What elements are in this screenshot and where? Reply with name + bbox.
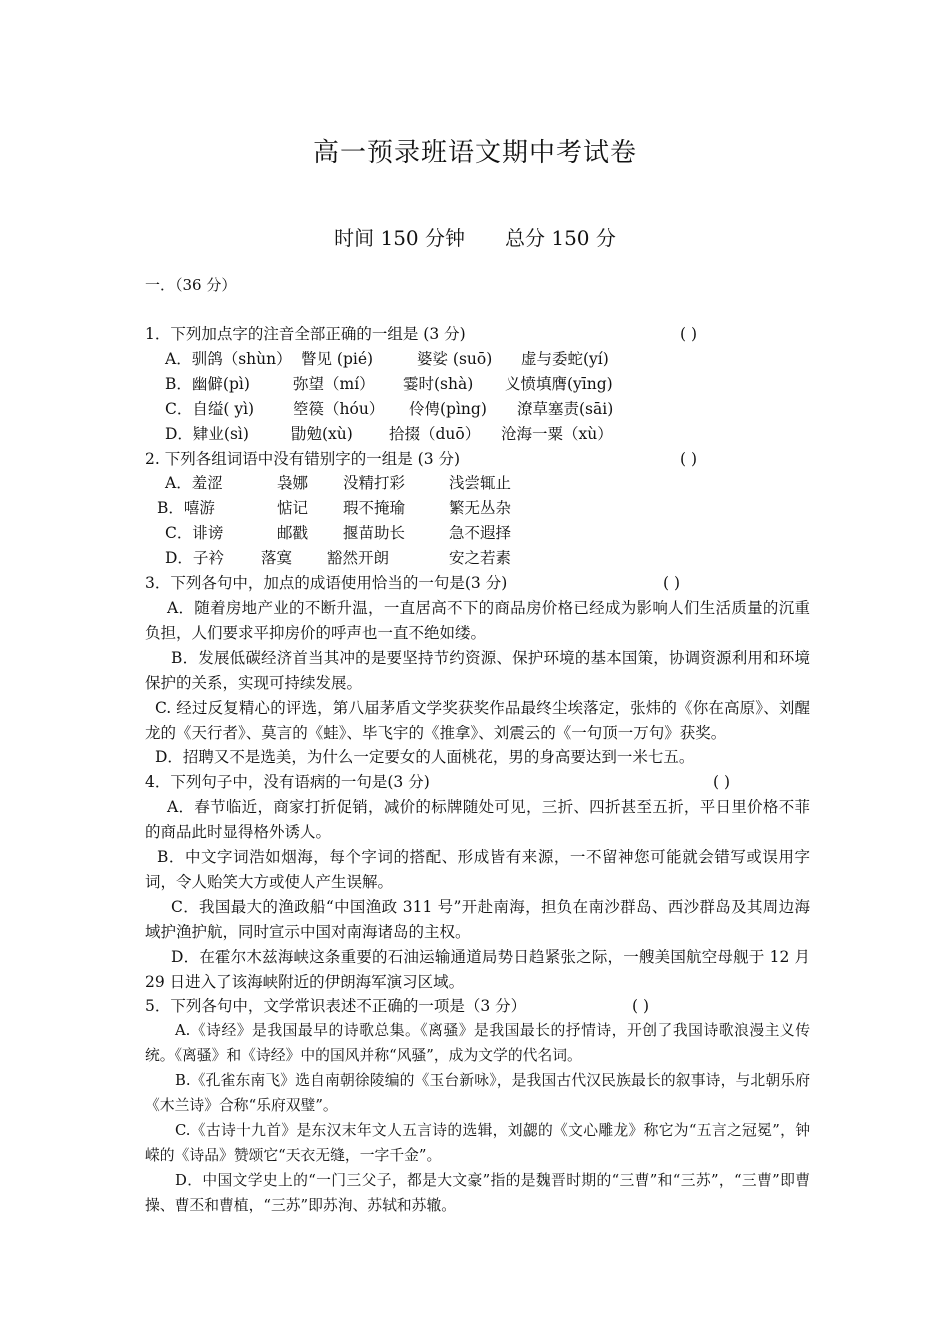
option-item: C．诽谤: [165, 524, 224, 543]
answer-parentheses: ( ): [663, 574, 681, 593]
question-1-stem: [145, 322, 810, 347]
question-stem: 4．下列句子中，没有语病的一句是(3 分): [145, 773, 430, 792]
option-item: D．子衿: [165, 549, 224, 568]
option-item: 勖勉(xù): [291, 424, 353, 443]
option-item: 伶俜(pìng): [409, 399, 487, 418]
answer-parentheses: ( ): [680, 325, 698, 343]
question-4-option-a: A．春节临近，商家打折促销，减价的标牌随处可见，三折、四折甚至五折，平日里价格不菲的商品此时显得格外诱人。: [145, 798, 810, 842]
question-stem: 5．下列各句中，文学常识表述不正确的一项是（3 分）: [145, 997, 527, 1016]
option-item: 义愤填膺(yīng): [505, 374, 613, 393]
answer-parentheses: ( ): [632, 997, 650, 1016]
question-stem: 3．下列各句中，加点的成语使用恰当的一句是(3 分): [145, 574, 508, 593]
question-2-stem: [145, 447, 810, 472]
question-2-option-a: [145, 471, 810, 496]
exam-total-score: 总分 150 分: [505, 226, 616, 250]
option-item: 惦记: [277, 499, 309, 518]
question-stem: 2. 下列各组词语中没有错别字的一组是 (3 分): [145, 449, 461, 468]
option-item: 沧海一粟（xù）: [501, 424, 613, 443]
question-1-option-c: [145, 397, 810, 422]
option-item: 落寞: [261, 549, 293, 568]
question-2-option-b: [145, 496, 810, 521]
answer-parentheses: ( ): [713, 773, 731, 792]
option-item: 没精打彩: [343, 474, 406, 493]
exam-subtitle: [0, 222, 950, 251]
question-stem: 1．下列加点字的注音全部正确的一组是 (3 分): [145, 325, 466, 343]
question-3-option-c: C. 经过反复精心的评选，第八届茅盾文学奖获奖作品最终尘埃落定，张炜的《你在高原》、刘醒龙的《天行者》、莫言的《蛙》、毕飞宇的《推拿》、刘震云的《一句顶一万句》获奖。: [145, 698, 810, 742]
option-item: 揠苗助长: [343, 524, 406, 543]
option-item: 急不遐择: [449, 524, 512, 543]
option-item: B．嘻游: [157, 499, 215, 518]
exam-title: 高一预录班语文期中考试卷: [312, 138, 637, 168]
option-item: 婆娑 (suō): [417, 349, 493, 368]
option-item: 瞥见 (pié): [301, 349, 374, 368]
answer-parentheses: ( ): [680, 449, 698, 468]
question-3-stem: [145, 571, 810, 596]
option-item: 拾掇（duō）: [389, 424, 481, 443]
question-3-option-a: A．随着房地产业的不断升温，一直居高不下的商品房价格已经成为影响人们生活质量的沉重负担，人们要求平抑房价的呼声也一直不绝如缕。: [145, 598, 810, 642]
questions: [145, 322, 810, 1219]
question-4-option-c: C．我国最大的渔政船“中国渔政 311 号”开赴南海，担负在南沙群岛、西沙群岛及其周边海域护渔护航，同时宣示中国对南海诸岛的主权。: [145, 897, 810, 941]
option-item: 虚与委蛇(yí): [521, 349, 609, 368]
exam-time: 时间 150 分钟: [334, 226, 465, 250]
option-item: 安之若素: [449, 549, 512, 568]
question-2-option-d: [145, 546, 810, 571]
question-1-option-d: [145, 422, 810, 447]
question-1-option-a: [145, 347, 810, 372]
option-item: 霎时(shà): [403, 374, 474, 393]
option-item: 繁无丛杂: [449, 499, 512, 518]
option-item: A．羞涩: [165, 474, 223, 493]
question-4-option-b: B．中文字词浩如烟海，每个字词的搭配、形成皆有来源，一不留神您可能就会错写或误用字词，令人贻笑大方或使人产生误解。: [145, 848, 810, 891]
question-5-option-b: B.《孔雀东南飞》选自南朝徐陵编的《玉台新咏》，是我国古代汉民族最长的叙事诗，与北朝乐府《木兰诗》合称“乐府双璧”。: [145, 1072, 810, 1115]
option-item: 箜篌（hóu）: [293, 399, 385, 418]
option-item: 浅尝辄止: [449, 474, 512, 493]
question-3-option-d: D．招聘又不是选美，为什么一定要女的人面桃花，男的身高要达到一米七五。: [155, 748, 695, 767]
question-4-option-d: D．在霍尔木兹海峡这条重要的石油运输通道局势日趋紧张之际，一艘美国航空母舰于 12 月 29 日进入了该海峡附近的伊朗海军演习区域。: [145, 947, 810, 991]
question-5-option-a: A.《诗经》是我国最早的诗歌总集。《离骚》是我国最长的抒情诗，开创了我国诗歌浪漫主义传统。《离骚》和《诗经》中的国风并称“风骚”，成为文学的代名词。: [145, 1022, 810, 1065]
question-4-stem: [145, 770, 810, 795]
option-item: 瑕不掩瑜: [343, 499, 406, 518]
question-5-stem: [145, 994, 810, 1019]
option-item: D．肄业(sì): [165, 424, 249, 443]
option-item: 袅娜: [277, 474, 309, 493]
option-item: 潦草塞责(sāi): [517, 399, 614, 418]
option-item: 豁然开朗: [327, 549, 390, 568]
question-5-option-d: D．中国文学史上的“一门三父子，都是大文豪”指的是魏晋时期的“三曹”和“三苏”，“三曹”即曹操、曹丕和曹植，“三苏”即苏洵、苏轼和苏辙。: [145, 1171, 810, 1214]
question-2-option-c: [145, 521, 810, 546]
option-item: 弥望（mí）: [293, 374, 375, 393]
question-1-option-b: [145, 372, 810, 397]
option-item: A．驯鸽（shùn）: [165, 349, 292, 368]
option-item: C．自缢( yì): [165, 399, 255, 418]
section-heading: 一．（36 分）: [145, 276, 237, 294]
option-item: 邮戳: [277, 524, 309, 543]
option-item: B．幽僻(pì): [165, 374, 250, 393]
question-3-option-b: B．发展低碳经济首当其冲的是要坚持节约资源、保护环境的基本国策，协调资源利用和环境保护的关系，实现可持续发展。: [145, 648, 810, 692]
question-5-option-c: C.《古诗十九首》是东汉末年文人五言诗的选辑，刘勰的《文心雕龙》称它为“五言之冠冕”，钟嵘的《诗品》赞颂它“天衣无缝，一字千金”。: [145, 1122, 810, 1164]
